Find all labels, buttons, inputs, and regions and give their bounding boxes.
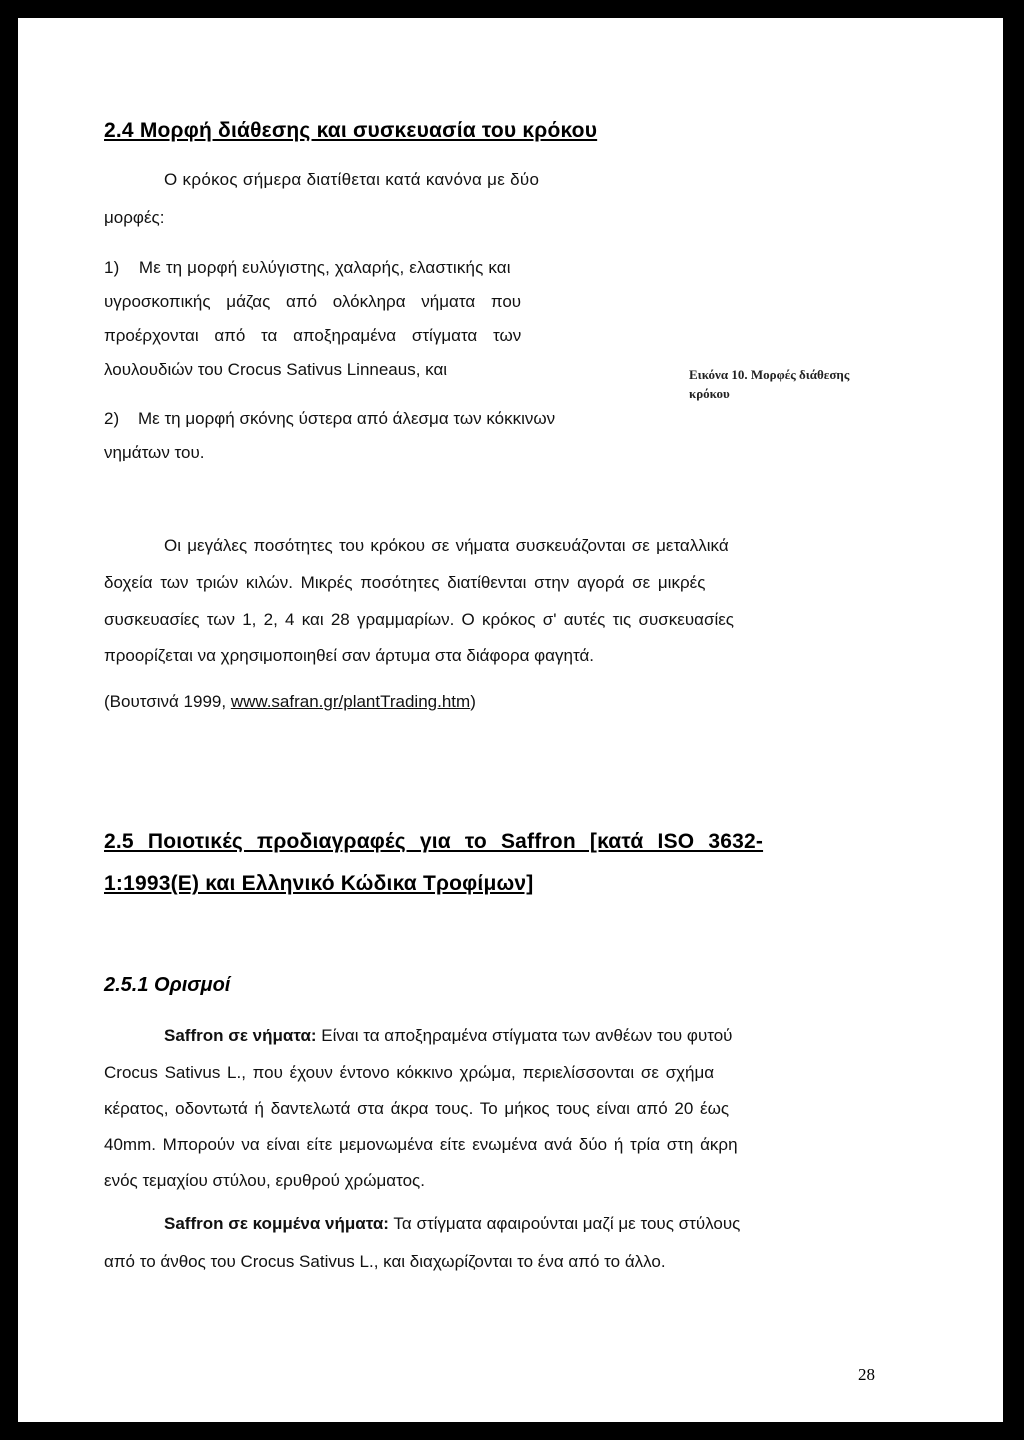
section-heading-2-4: 2.4 Μορφή διάθεσης και συσκευασία του κρόκου [104,119,598,142]
intro-line: μορφές: [104,208,165,227]
figure-caption: Εικόνα 10. Μορφές διάθεσης [689,367,850,382]
figure-caption: κρόκου [689,386,730,401]
definition-line [164,1026,732,1046]
definition-line: ενός τεμαχίου στύλου, ερυθρού χρώματος. [104,1171,425,1190]
paragraph-line: Οι μεγάλες ποσότητες του κρόκου σε νήματα συσκευάζονται σε μεταλλικά [164,536,729,555]
definition-line: 40mm. Μπορούν να είναι είτε μεμονωμένα είτε ενωμένα ανά δύο ή τρία στη άκρη [104,1135,738,1154]
definition-line: Crocus Sativus L., που έχουν έντονο κόκκινο χρώμα, περιελίσσονται σε σχήμα [104,1063,715,1082]
list-item-2-line: νημάτων του. [104,443,205,462]
document-page [18,18,1003,1422]
definition-line: κέρατος, οδοντωτά ή δαντελωτά στα άκρα τους. Το μήκος τους είναι από 20 έως [104,1099,730,1118]
definition-line: από το άνθος του Crocus Sativus L., και διαχωρίζονται το ένα από το άλλο. [104,1252,666,1271]
page-number: 28 [858,1365,875,1384]
section-heading-2-5: 2.5 Ποιοτικές προδιαγραφές για το Saffron [κατά ISO 3632- [104,830,764,853]
list-item-1-line: 1) Με τη μορφή ευλύγιστης, χαλαρής, ελαστικής και [104,258,511,277]
definition-text: Είναι τα αποξηραμένα στίγματα των ανθέων του φυτού [316,1026,733,1045]
list-item-1-line: υγροσκοπικής μάζας από ολόκληρα νήματα που [104,292,522,311]
citation-link[interactable]: www.safran.gr/plantTrading.htm [230,692,471,711]
paragraph-line: συσκευασίες των 1, 2, 4 και 28 γραμμαρίων. Ο κρόκος σ' αυτές τις συσκευασίες [104,610,734,629]
subsection-heading-2-5-1: 2.5.1 Ορισμοί [104,974,231,996]
list-item-1-line: προέρχονται από τα αποξηραμένα στίγματα των [104,326,522,345]
definition-term: Saffron σε νήματα: [164,1026,317,1045]
citation [104,692,476,712]
paragraph-line: δοχεία των τριών κιλών. Μικρές ποσότητες διατίθενται στην αγορά σε μικρές [104,573,706,592]
definition-text: Τα στίγματα αφαιρούνται μαζί με τους στύλους [388,1214,741,1233]
list-item-1-line: λουλουδιών του Crocus Sativus Linneaus, και [104,360,448,379]
section-heading-2-5: 1:1993(E) και Ελληνικό Κώδικα Τροφίμων] [104,872,534,895]
citation-text: ) [470,692,476,711]
intro-line: Ο κρόκος σήμερα διατίθεται κατά κανόνα με δύο [164,170,540,189]
citation-text: (Βουτσινά 1999, [104,692,231,711]
paragraph-line: προορίζεται να χρησιμοποιηθεί σαν άρτυμα στα διάφορα φαγητά. [104,646,594,665]
definition-line [164,1214,740,1234]
list-item-2-line: 2) Με τη μορφή σκόνης ύστερα από άλεσμα των κόκκινων [104,409,556,428]
definition-term: Saffron σε κομμένα νήματα: [164,1214,389,1233]
